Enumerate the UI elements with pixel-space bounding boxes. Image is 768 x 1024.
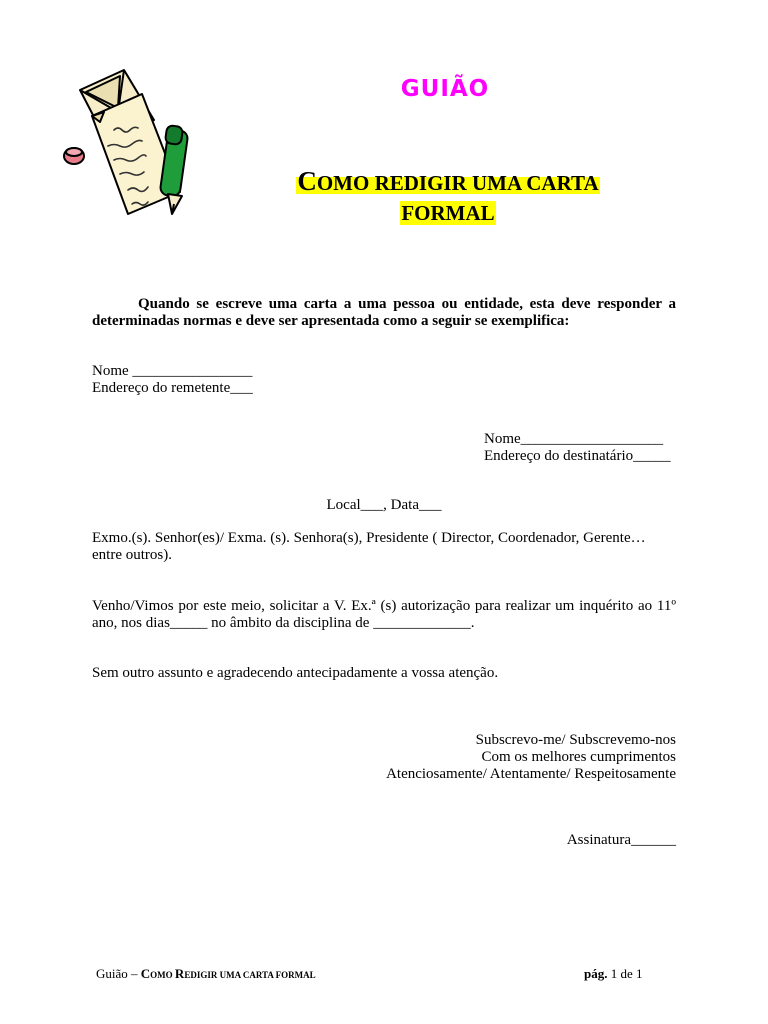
document-subtitle-line-2 xyxy=(262,201,634,226)
footer-title xyxy=(96,966,316,983)
page-count: 1 de 1 xyxy=(610,966,643,981)
footer-prefix: Guião – xyxy=(96,966,141,981)
heading-text: GUIÃO xyxy=(400,76,490,102)
letter-envelope-pen-illustration xyxy=(62,68,202,216)
subtitle-text-2: FORMAL xyxy=(401,201,495,225)
document-subtitle-line-1 xyxy=(262,166,634,197)
sender-name-line: Nome ________________ xyxy=(92,363,253,379)
closing-line: Sem outro assunto e agradecendo antecipadamente a vossa atenção. xyxy=(92,665,499,681)
signature-line: Assinatura______ xyxy=(566,832,676,848)
footer-cap-c: C xyxy=(140,966,151,981)
footer-page-number xyxy=(584,966,643,981)
salutation-paragraph: Exmo.(s). Senhor(es)/ Exma. (s). Senhora(s), Presidente ( Director, Coordenador, Gerente… entre outros). xyxy=(92,530,646,563)
recipient-name-line: Nome___________________ xyxy=(484,431,664,447)
recipient-address-line: Endereço do destinatário_____ xyxy=(484,448,671,464)
sender-address-line: Endereço do remetente___ xyxy=(92,380,253,396)
signoff-line-3: Atenciosamente/ Atentamente/ Respeitosamente xyxy=(386,766,676,782)
letter-envelope-pen-icon xyxy=(62,68,202,216)
signoff-line-1: Subscrevo-me/ Subscrevemo-nos xyxy=(475,732,676,748)
document-heading xyxy=(300,76,590,102)
subtitle-text: OMO REDIGIR UMA CARTA xyxy=(316,171,599,195)
subtitle-highlight xyxy=(296,166,599,196)
footer-small-rest: EDIGIR UMA CARTA FORMAL xyxy=(184,970,316,980)
signoff-line-2: Com os melhores cumprimentos xyxy=(481,749,676,765)
page-label: pág. xyxy=(584,966,608,981)
place-date-line: Local___, Data___ xyxy=(326,497,442,513)
body-paragraph: Venho/Vimos por este meio, solicitar a V. Ex.ª (s) autorização para realizar um inquérito ao 11º ano, nos dias_____ no âmbito da disciplina de _____________. xyxy=(92,598,676,631)
recipient-block xyxy=(484,431,671,465)
sender-block xyxy=(92,363,253,397)
footer-small-omo: OMO xyxy=(150,970,175,980)
intro-paragraph xyxy=(92,296,676,330)
intro-text: Quando se escreve uma carta a uma pessoa ou entidade, esta deve responder a determinadas normas e deve ser apresentada como a seguir se exemplifica: xyxy=(92,296,676,329)
signoff-block xyxy=(386,732,676,783)
subtitle-initial-cap: C xyxy=(297,166,317,196)
footer-cap-r: R xyxy=(174,966,185,981)
footer-smallcaps-title xyxy=(141,966,316,981)
